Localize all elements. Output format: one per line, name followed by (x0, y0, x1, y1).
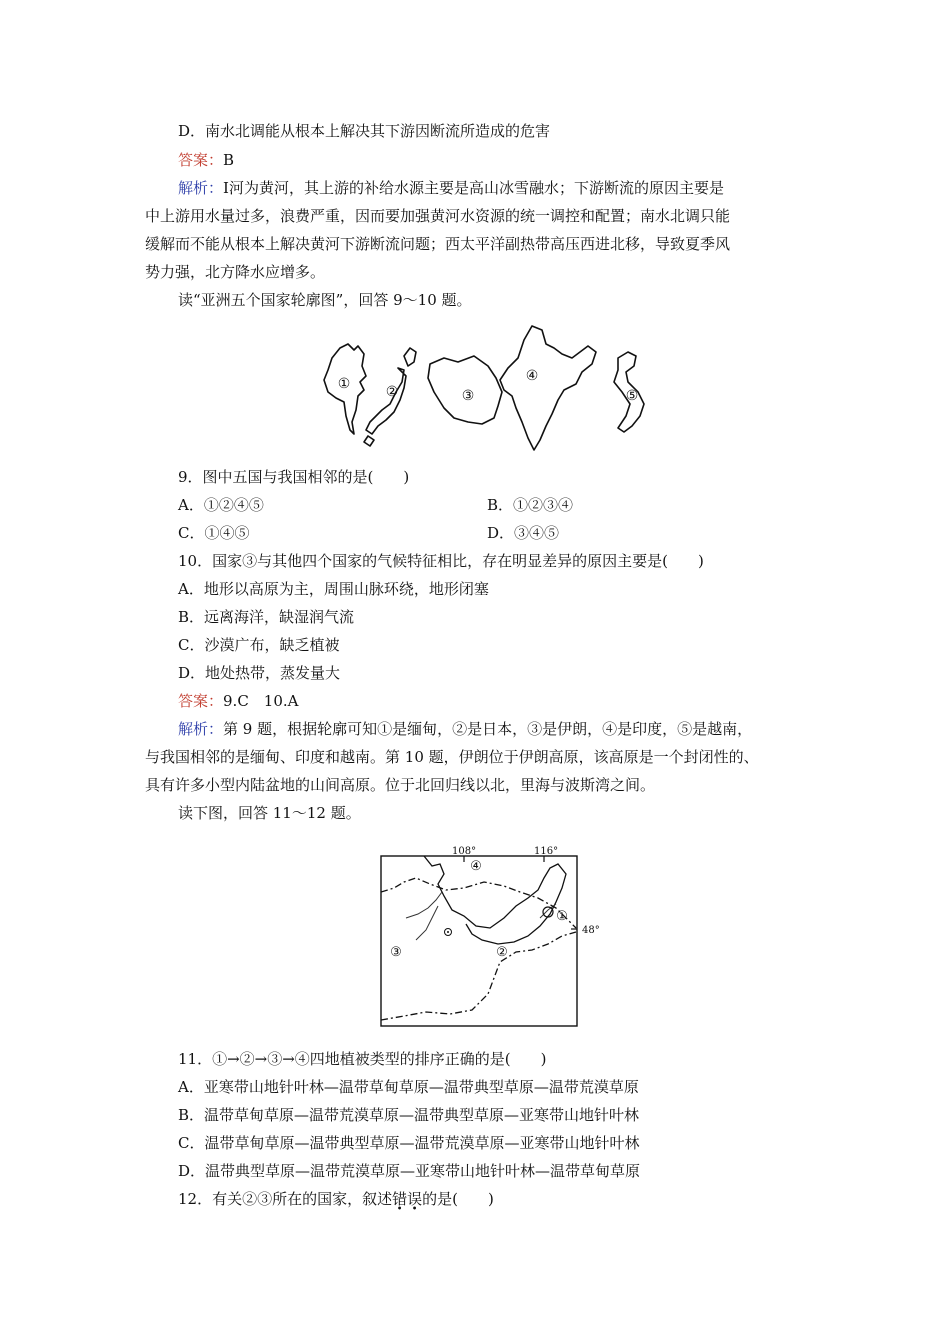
latitude-48-label: 48° (582, 925, 600, 936)
map2-label-1: ① (556, 909, 568, 924)
analysis-label: 解析： (178, 720, 224, 738)
asia-countries-outline-map (318, 318, 658, 453)
boundary-dashed-south (381, 932, 576, 1020)
map1-label-5: ⑤ (625, 388, 639, 404)
intro-11-12: 读下图，回答 11～12 题。 (178, 804, 361, 822)
japan-outline (404, 348, 416, 366)
map1-label-1: ① (337, 376, 351, 392)
map2-label-2: ② (496, 945, 508, 960)
analysis-9-10-line2: 与我国相邻的是缅甸、印度和越南。第 10 题，伊朗位于伊朗高原，该高原是一个封闭性的、 (145, 748, 759, 766)
answer-9-10 (178, 690, 299, 712)
q9-option-c: C．①④⑤ (178, 524, 250, 542)
q11-option-b: B．温带草甸草原—温带荒漠草原—温带典型草原—亚寒带山地针叶林 (178, 1106, 640, 1124)
longitude-116-label: 116° (534, 846, 559, 857)
q10-option-b: B．远离海洋，缺湿润气流 (178, 608, 355, 626)
analysis-9-10-line3: 具有许多小型内陆盆地的山间高原。位于北回归线以北，里海与波斯湾之间。 (145, 776, 656, 794)
river (416, 906, 438, 940)
q10-option-c: C．沙漠广布，缺乏植被 (178, 636, 340, 654)
q10-stem: 10．国家③与其他四个国家的气候特征相比，存在明显差异的原因主要是( ) (178, 552, 704, 570)
map1-label-2: ② (385, 384, 399, 400)
q10-option-d: D．地处热带，蒸发量大 (178, 664, 341, 682)
japan-south (364, 436, 374, 446)
analysis-label: 解析： (178, 179, 224, 197)
map1-label-4: ④ (525, 368, 539, 384)
q11-option-a: A．亚寒带山地针叶林—温带草甸草原—温带典型草原—温带荒漠草原 (178, 1078, 639, 1096)
analysis-text: Ⅰ河为黄河，其上游的补给水源主要是高山冰雪融水；下游断流的原因主要是 (223, 179, 724, 197)
japan-main (366, 368, 406, 434)
map2-label-3: ③ (390, 945, 402, 960)
q11-option-d: D．温带典型草原—温带荒漠草原—亚寒带山地针叶林—温带草甸草原 (178, 1162, 641, 1180)
map1-label-3: ③ (461, 388, 475, 404)
boundary-dashed (381, 878, 576, 928)
analysis-text: 第 9 题，根据轮廓可知①是缅甸，②是日本，③是伊朗，④是印度，⑤是越南， (223, 720, 753, 738)
q12-stem (178, 1188, 494, 1210)
q8-analysis-line4: 势力强，北方降水应增多。 (145, 263, 326, 281)
q12-emphasis-1: 错 (392, 1190, 408, 1208)
q9-option-a: A．①②④⑤ (178, 496, 264, 514)
q8-answer (178, 149, 234, 171)
region-map (380, 844, 610, 1029)
q9-option-d: D．③④⑤ (487, 524, 560, 542)
answer-label: 答案： (178, 151, 224, 169)
q12-emphasis-2: 误 (407, 1190, 423, 1208)
map-frame (381, 856, 577, 1026)
coastline (424, 856, 566, 944)
q12-stem-pre: 12．有关②③所在的国家，叙述 (178, 1190, 393, 1208)
q8-option-d: D．南水北调能从根本上解决其下游因断流所造成的危害 (178, 122, 551, 140)
longitude-108-label: 108° (452, 846, 477, 857)
india-outline (500, 326, 596, 450)
analysis-9-10-line1 (178, 718, 752, 740)
q11-option-c: C．温带草甸草原—温带典型草原—温带荒漠草原—亚寒带山地针叶林 (178, 1134, 640, 1152)
q8-analysis-line2: 中上游用水量过多，浪费严重，因而要加强黄河水资源的统一调控和配置；南水北调只能 (145, 207, 731, 225)
river (406, 892, 442, 918)
answer-label: 答案： (178, 692, 224, 710)
answer-value: B (223, 151, 235, 169)
intro-9-10: 读“亚洲五个国家轮廓图”，回答 9～10 题。 (178, 291, 472, 309)
q10-option-a: A．地形以高原为主，周围山脉环绕，地形闭塞 (178, 580, 489, 598)
q8-analysis-line3: 缓解而不能从根本上解决黄河下游断流问题；西太平洋副热带高压西进北移，导致夏季风 (145, 235, 731, 253)
map2-label-4: ④ (470, 859, 482, 874)
q12-stem-post: 的是( ) (422, 1190, 494, 1208)
answer-value: 9.C 10.A (223, 692, 299, 710)
q9-option-b: B．①②③④ (487, 496, 574, 514)
q9-stem: 9．图中五国与我国相邻的是( ) (178, 468, 410, 486)
q8-analysis-line1 (178, 177, 724, 199)
q11-stem: 11．①→②→③→④四地植被类型的排序正确的是( ) (178, 1050, 547, 1068)
